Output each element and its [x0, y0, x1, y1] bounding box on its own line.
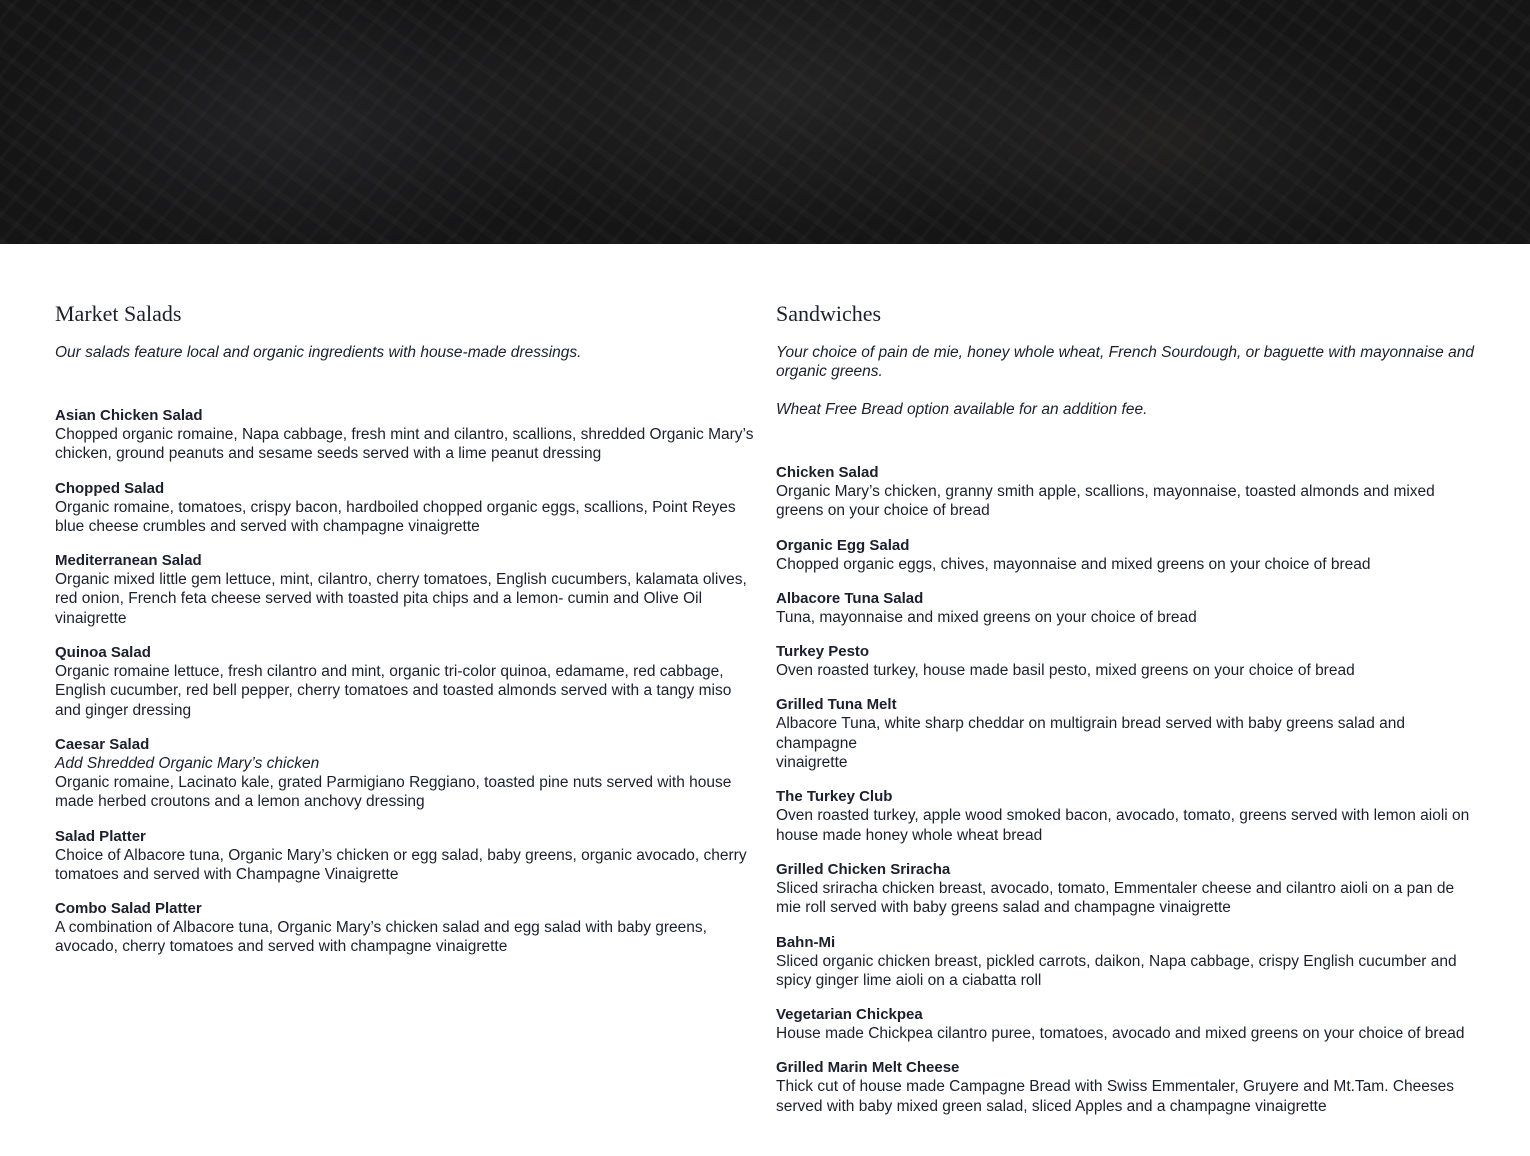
item-description-continued: vinaigrette	[776, 754, 848, 772]
item-name: Vegetarian Chickpea	[776, 1006, 923, 1024]
section-intro: Our salads feature local and organic ingredients with house-made dressings.	[55, 344, 582, 361]
item-description: Choice of Albacore tuna, Organic Mary’s chicken or egg salad, baby greens, organic avocado, cherry tomatoes and served with Champagne Vinaigrette	[55, 846, 747, 883]
menu-item	[776, 695, 1476, 772]
section-intro: Your choice of pain de mie, honey whole wheat, French Sourdough, or baguette with mayonnaise and organic greens.	[776, 344, 1474, 380]
menu-item	[55, 827, 755, 885]
menu-item	[776, 536, 1476, 574]
item-description: Organic romaine, Lacinato kale, grated Parmigiano Reggiano, toasted pine nuts served with house made herbed croutons and a lemon anchovy dressing	[55, 773, 732, 811]
item-name: Chicken Salad	[776, 464, 879, 481]
item-description: Organic mixed little gem lettuce, mint, cilantro, cherry tomatoes, English cucumbers, kalamata olives, red onion, French feta cheese served with toasted pita chips and a lemon- cumin and Olive Oil vinaigrette	[55, 571, 747, 627]
menu-item	[55, 479, 755, 537]
item-name: Salad Platter	[55, 827, 146, 845]
item-name: Chopped Salad	[55, 479, 165, 497]
menu-item	[776, 589, 1476, 627]
menu-item	[55, 643, 755, 720]
menu-item	[55, 406, 755, 464]
item-description: A combination of Albacore tuna, Organic Mary’s chicken salad and egg salad with baby greens, avocado, cherry tomatoes and served with champagne vinaigrette	[55, 919, 707, 956]
menu-list	[55, 406, 755, 957]
sandwiches-section	[776, 300, 1476, 1131]
menu-item	[776, 1058, 1476, 1116]
item-name: Quinoa Salad	[55, 644, 151, 662]
item-note: Add Shredded Organic Mary’s chicken	[55, 754, 320, 772]
item-name: Mediterranean Salad	[55, 552, 202, 570]
item-description: Albacore Tuna, white sharp cheddar on multigrain bread served with baby greens salad and champagne	[776, 715, 1405, 752]
item-name: Turkey Pesto	[776, 643, 870, 661]
item-name: Grilled Tuna Melt	[776, 696, 897, 714]
item-description: Organic romaine lettuce, fresh cilantro and mint, organic tri-color quinoa, edamame, red cabbage, English cucumber, red bell pepper, cherry tomatoes and toasted almonds served with a tangy miso and ginger dressing	[55, 663, 732, 719]
menu-item	[55, 899, 755, 957]
item-name: The Turkey Club	[776, 788, 893, 806]
menu-item	[776, 1005, 1476, 1043]
section-title: Sandwiches	[776, 301, 882, 326]
menu-item	[776, 787, 1476, 845]
menu-item	[776, 642, 1476, 680]
item-name: Organic Egg Salad	[776, 536, 910, 554]
item-description: House made Chickpea cilantro puree, tomatoes, avocado and mixed greens on your choice of bread	[776, 1025, 1465, 1043]
item-name: Combo Salad Platter	[55, 900, 202, 918]
item-name: Grilled Marin Melt Cheese	[776, 1059, 960, 1077]
item-description: Oven roasted turkey, house made basil pesto, mixed greens on your choice of bread	[776, 662, 1355, 680]
section-title: Market Salads	[55, 301, 182, 326]
menu-list	[776, 463, 1476, 1116]
item-description: Organic Mary’s chicken, granny smith apple, scallions, mayonnaise, toasted almonds and mixed greens on your choice of bread	[776, 483, 1435, 520]
menu-item	[55, 735, 755, 812]
item-name: Bahn-Mi	[776, 933, 836, 951]
menu-item	[776, 933, 1476, 991]
item-name: Albacore Tuna Salad	[776, 589, 924, 607]
item-name: Caesar Salad	[55, 735, 150, 753]
item-description: Thick cut of house made Campagne Bread with Swiss Emmentaler, Gruyere and Mt.Tam. Cheeses served with baby mixed green salad, sliced Apples and a champagne vinaigrette	[776, 1078, 1454, 1115]
salads-section	[55, 300, 755, 972]
item-name: Grilled Chicken Sriracha	[776, 860, 951, 878]
item-description: Organic romaine, tomatoes, crispy bacon, hardboiled chopped organic eggs, scallions, Point Reyes blue cheese crumbles and served with champagne vinaigrette	[55, 498, 736, 535]
item-description: Oven roasted turkey, apple wood smoked bacon, avocado, tomato, greens served with lemon aioli on house made honey whole wheat bread	[776, 807, 1470, 844]
section-intro-note: Wheat Free Bread option available for an addition fee.	[776, 401, 1148, 418]
item-name: Asian Chicken Salad	[55, 407, 203, 424]
item-description: Chopped organic eggs, chives, mayonnaise and mixed greens on your choice of bread	[776, 555, 1371, 573]
menu-item	[776, 463, 1476, 521]
item-description: Sliced organic chicken breast, pickled carrots, daikon, Napa cabbage, crispy English cucumber and spicy ginger lime aioli on a ciabatta roll	[776, 952, 1457, 989]
hero-banner	[0, 0, 1530, 244]
item-description: Chopped organic romaine, Napa cabbage, fresh mint and cilantro, scallions, shredded Organic Mary’s chicken, ground peanuts and sesame seeds served with a lime peanut dressing	[55, 426, 754, 463]
item-description: Tuna, mayonnaise and mixed greens on your choice of bread	[776, 608, 1197, 626]
menu-item	[776, 860, 1476, 918]
menu-item	[55, 551, 755, 628]
item-description: Sliced sriracha chicken breast, avocado, tomato, Emmentaler cheese and cilantro aioli on a pan de mie roll served with baby greens salad and champagne vinaigrette	[776, 879, 1455, 917]
